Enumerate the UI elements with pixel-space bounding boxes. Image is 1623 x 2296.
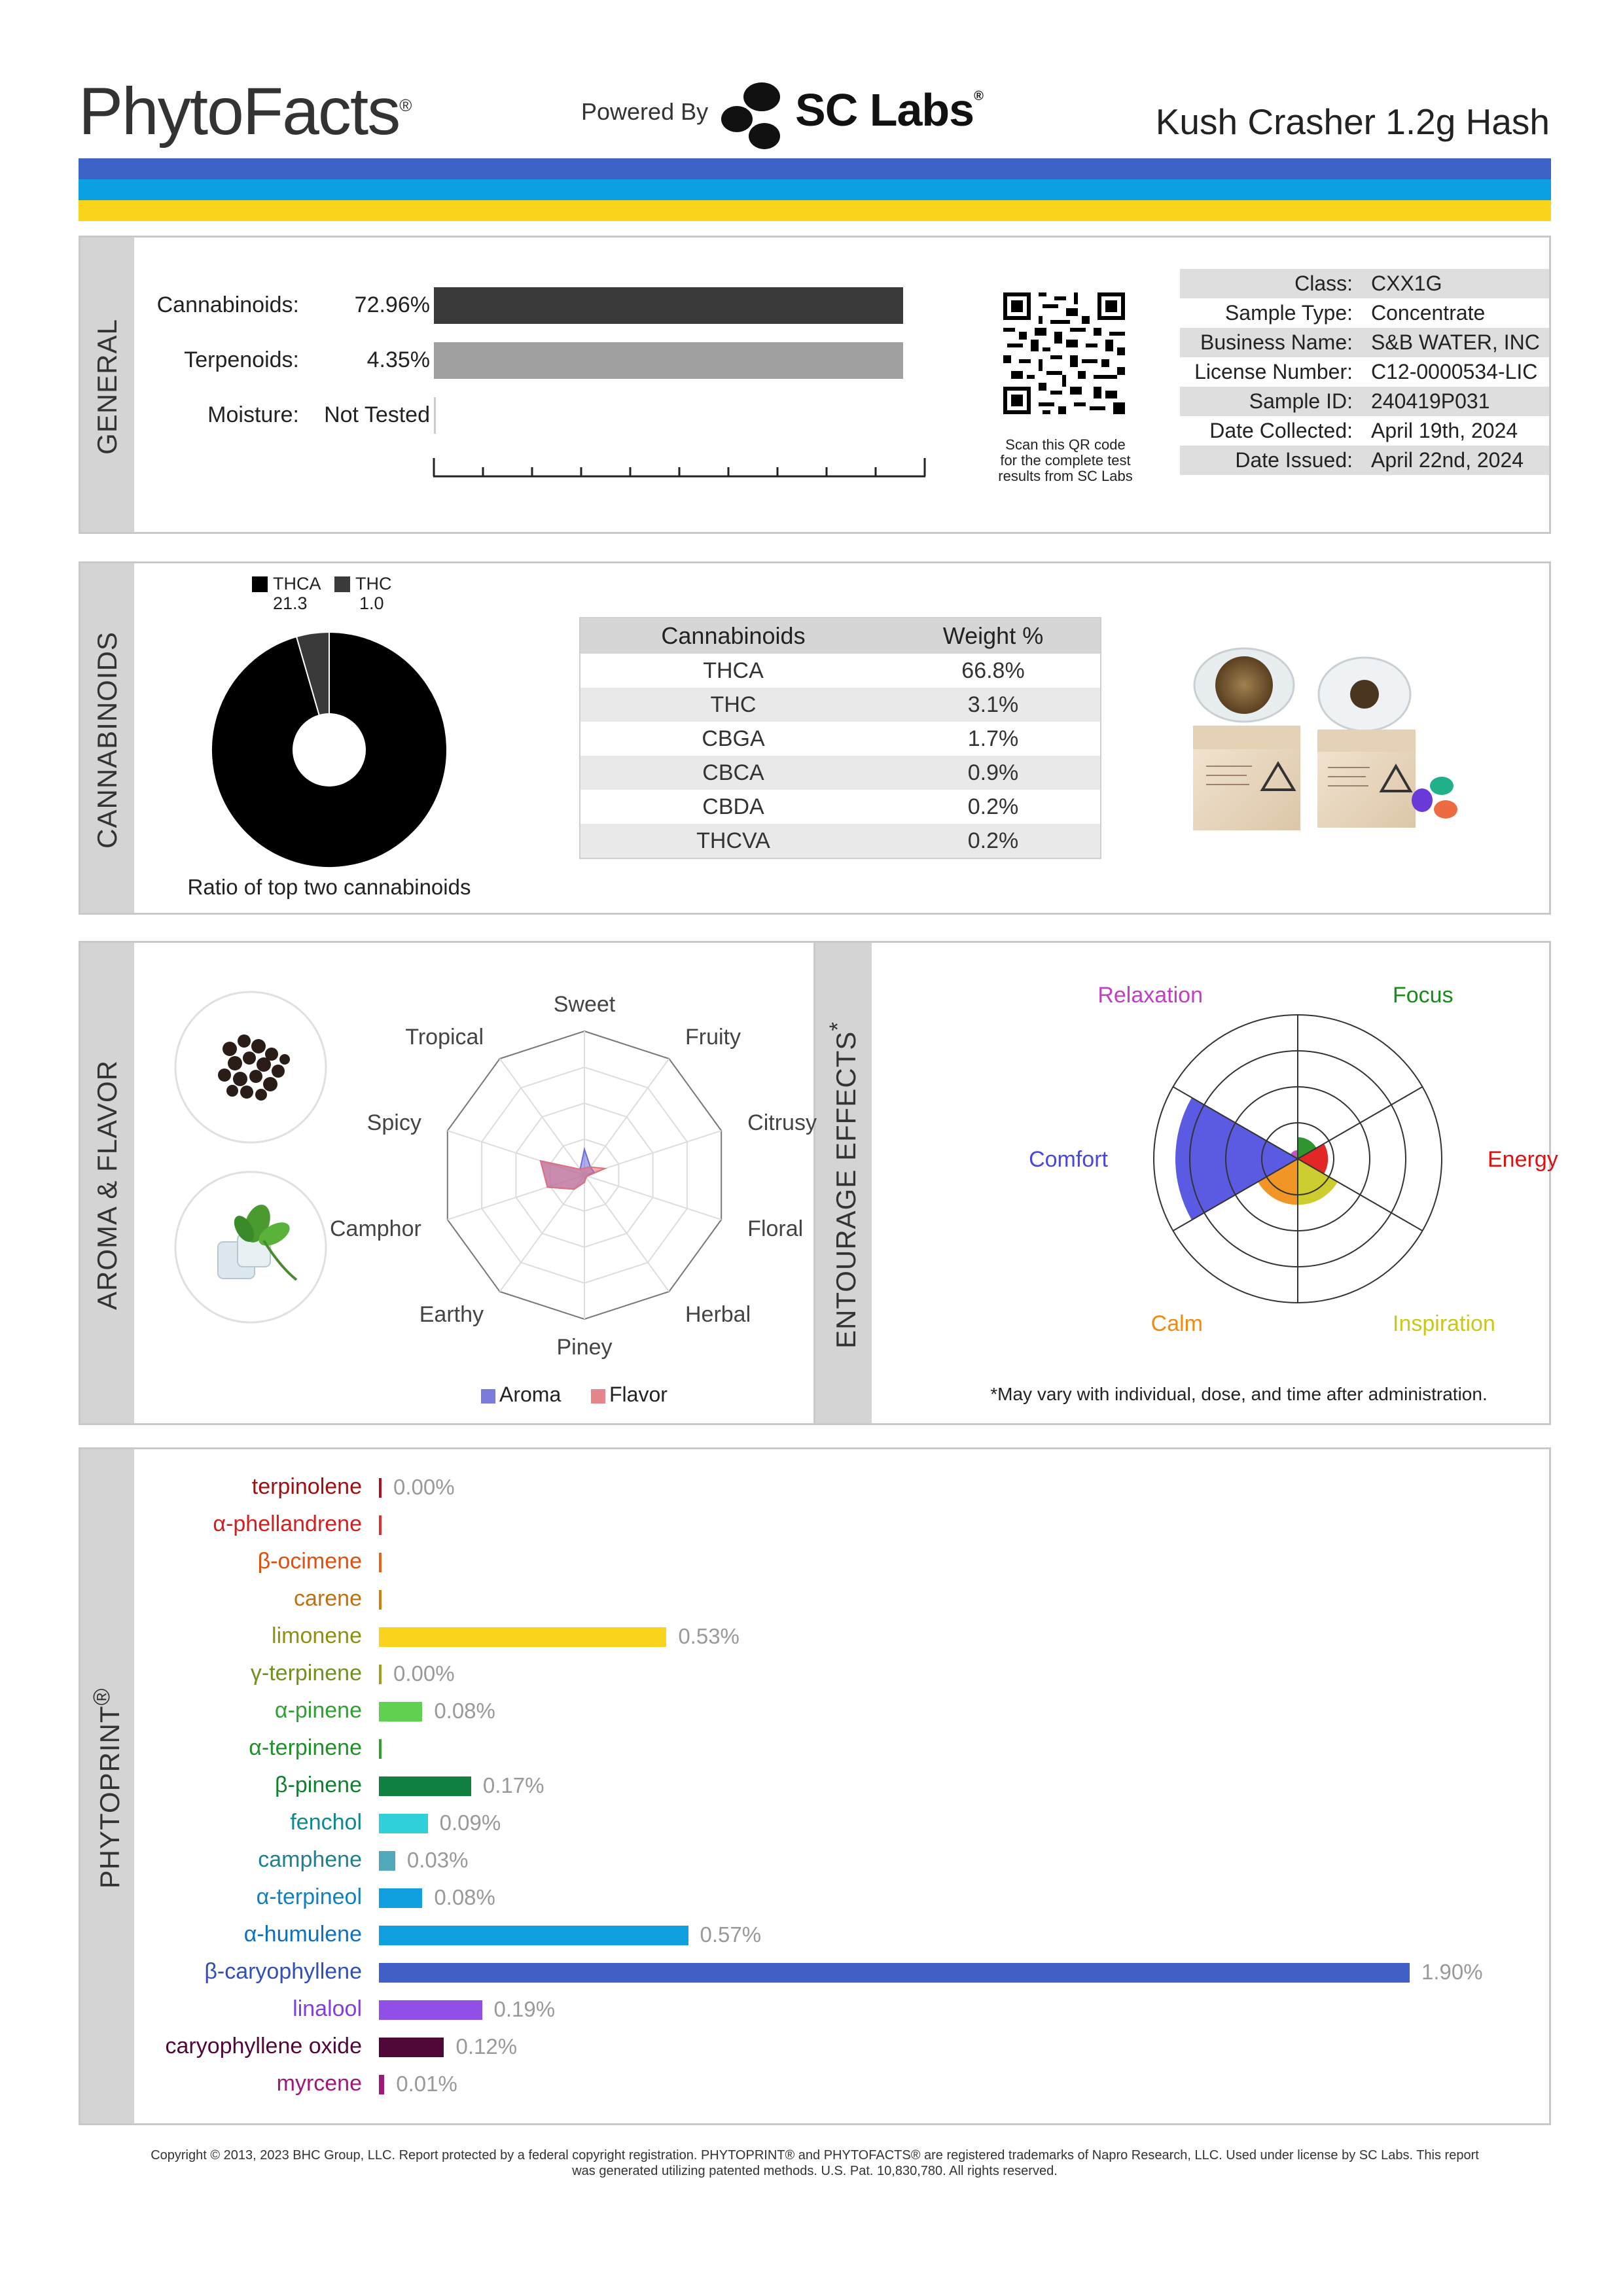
effects-note: *May vary with individual, dose, and time after administration. [990,1384,1488,1404]
effect-label-relaxation: Relaxation [1097,982,1203,1008]
terpene-label: carene [294,1586,362,1611]
legend-value-thc: 1.0 [359,593,384,613]
info-key: Sample ID: [1180,387,1362,416]
terpene-bar [379,1702,422,1722]
ratio-caption: Ratio of top two cannabinoids [187,875,471,899]
info-key: Class: [1180,269,1362,298]
cannabinoid-weight: 0.9% [886,756,1101,790]
terpene-value: 0.53% [678,1624,740,1648]
info-key: Business Name: [1180,328,1362,357]
aroma-flavor-radar [329,969,817,1368]
radar-axis-label: Sweet [553,992,616,1017]
terpene-value: 0.09% [439,1810,501,1835]
legend-label-aroma: Aroma [499,1383,562,1406]
radar-axis-label: Camphor [329,1216,421,1241]
terpenoids-bar [434,342,903,379]
effect-label-energy: Energy [1488,1147,1558,1172]
effects-section-label: ENTOURAGE EFFECTS* [825,1021,861,1349]
radar-axis-label: Herbal [685,1301,751,1327]
terpene-label: fenchol [290,1810,362,1835]
legend-swatch-thca [252,576,268,592]
terpene-bar [379,2038,444,2057]
effect-label-focus: Focus [1393,982,1454,1008]
entourage-effects-chart [931,982,1558,1349]
terpene-value: 0.08% [434,1699,495,1723]
sc-labs-logo-icon [719,80,791,152]
info-value: 240419P031 [1362,387,1549,416]
cannabinoids-value: 72.96% [354,292,430,317]
terpene-bar [379,1627,666,1647]
legend-swatch-flavor [591,1389,605,1404]
terpene-label: terpinolene [251,1474,362,1499]
moisture-label: Moisture: [207,402,299,427]
info-value: S&B WATER, INC [1362,328,1549,357]
sc-labs-wordmark: SC Labs® [795,84,983,135]
qr-caption: Scan this QR code for the complete test results from SC Labs [998,436,1133,484]
terpene-label: β-pinene [275,1773,362,1797]
terpene-bar [379,1963,1410,1983]
phytoprint-section-label: PHYTOPRINT® [89,1687,125,1889]
terpene-bar [379,1478,382,1498]
terpene-value: 0.57% [700,1922,762,1947]
stripe-blue [79,158,1551,179]
radar-axis-label: Spicy [366,1110,421,1136]
cannabinoid-weight: 1.7% [967,726,1019,751]
cannabinoid-name: THCA [703,658,764,683]
terpene-value: 0.19% [493,1997,556,2021]
terpene-label: myrcene [276,2071,362,2096]
terpene-value: 0.17% [482,1773,544,1797]
moisture-bar [434,397,436,434]
cannabinoids-bar [434,287,903,324]
general-panel [79,236,1551,534]
effect-spoke [1298,1087,1423,1159]
legend-swatch-thc [334,576,350,592]
qr-code-icon [999,289,1129,418]
terpene-bar [379,1851,395,1871]
radar-axis-label: Piney [556,1335,613,1360]
scale-axis [431,457,928,480]
terpenoids-value: 4.35% [366,347,430,372]
legend-label-thc: THC [355,574,392,593]
terpene-value: 0.00% [393,1475,455,1499]
terpene-bar [379,1888,422,1908]
info-key: Date Issued: [1180,446,1362,475]
terpene-label: β-ocimene [257,1549,362,1574]
radar-spoke [584,1175,669,1292]
general-section-label: GENERAL [92,319,122,455]
product-name: Kush Crasher 1.2g Hash [1155,101,1550,142]
cannabinoids-label: Cannabinoids: [156,292,299,317]
info-key: License Number: [1194,360,1353,383]
terpene-value: 0.08% [434,1885,495,1909]
cannabinoid-weight: 66.8% [961,658,1025,683]
sample-info-table [1180,269,1549,475]
terpene-label: limonene [272,1623,362,1648]
legend-value-thca: 21.3 [273,593,308,613]
terpene-label: camphene [258,1847,362,1872]
radar-spoke [584,1059,669,1175]
info-value: April 19th, 2024 [1371,419,1518,442]
brand-title: PhytoFacts® [79,74,411,149]
radar-spoke [500,1059,584,1175]
camphor-mint-icon [172,1169,329,1326]
terpene-label: α-terpinene [249,1735,362,1760]
cannabinoid-donut-chart [205,626,454,874]
cannabinoid-name: THC [580,688,886,722]
terpene-bar [379,1515,382,1535]
moisture-value: Not Tested [324,402,430,427]
radar-series-flavor [541,1161,605,1189]
terpene-label: caryophyllene oxide [165,2034,362,2058]
terpene-label: α-humulene [243,1922,362,1947]
terpene-label: α-phellandrene [213,1511,362,1536]
radar-axis-label: Earthy [419,1301,484,1327]
cannabinoid-weight: 0.2% [967,794,1019,819]
terpene-bar [379,1739,382,1759]
copyright-footer: Copyright © 2013, 2023 BHC Group, LLC. Report protected by a federal copyright registration. PHYTOPRINT® and PHYTOFACTS® are registered trademarks of Napro Research, LLC. Used under license by SC Labs. This report was generated utilizing patented methods. U.S. Pat. 10,830,780. All rights reserved. [151,2148,1479,2178]
radar-axis-label: Tropical [405,1025,484,1050]
effect-wedge-comfort [1175,1098,1298,1220]
aroma-effects-panel [79,941,1558,1425]
stripe-cyan [79,179,1551,200]
terpene-bar [379,2000,482,2020]
terpene-bar [379,1776,471,1796]
terpene-label: γ-terpinene [250,1661,362,1686]
info-value: CXX1G [1362,269,1549,298]
info-key: Date Collected: [1209,419,1353,442]
cannabinoid-weight: 3.1% [886,688,1101,722]
terpene-label: α-pinene [274,1698,362,1723]
terpene-bar [379,1590,382,1610]
effect-label-calm: Calm [1150,1311,1203,1337]
info-value: April 22nd, 2024 [1362,446,1549,475]
info-value: Concentrate [1371,301,1486,325]
cannabinoid-weight: 0.2% [886,824,1101,858]
terpene-bar [379,2075,384,2094]
cannabinoids-panel [79,561,1551,915]
terpene-label: linalool [293,1996,362,2021]
radar-axis-label: Fruity [685,1025,741,1050]
terpenoids-label: Terpenoids: [184,347,299,372]
terpene-value: 1.90% [1421,1960,1483,1984]
cannabinoid-name: CBDA [702,794,764,819]
cannabinoid-name: CBGA [702,726,765,751]
terpene-value: 0.01% [396,2072,457,2096]
terpene-label: β-caryophyllene [204,1959,362,1984]
radar-spoke [500,1175,584,1292]
product-photo [1160,642,1481,851]
col-header-weight: Weight % [886,618,1101,654]
effect-label-comfort: Comfort [1029,1147,1108,1172]
black-peppercorn-icon [172,989,329,1146]
cannabinoid-name: CBCA [580,756,886,790]
terpene-bar [379,1926,688,1945]
info-value: C12-0000534-LIC [1371,360,1538,383]
radar-axis-label: Citrusy [747,1110,817,1136]
phytoprint-panel [79,1447,1551,2125]
terpene-bar [379,1665,382,1684]
terpene-label: α-terpineol [256,1884,362,1909]
cannabinoid-table [579,617,1101,859]
powered-by-label: Powered By [581,98,709,125]
stripe-yellow [79,200,1551,221]
terpene-bar [379,1814,428,1833]
cannabinoids-section-label: CANNABINOIDS [92,631,122,849]
col-header-cannabinoids: Cannabinoids [580,618,886,654]
terpene-value: 0.12% [455,2034,518,2058]
radar-axis-label: Floral [747,1216,804,1241]
terpene-value: 0.00% [393,1661,455,1686]
legend-label-flavor: Flavor [609,1383,668,1406]
effect-label-inspiration: Inspiration [1393,1311,1495,1337]
legend-swatch-aroma [481,1389,495,1404]
terpene-bar [379,1553,382,1572]
terpene-value: 0.03% [406,1848,469,1872]
legend-label-thca: THCA [273,574,321,593]
aroma-section-label: AROMA & FLAVOR [92,1060,122,1310]
cannabinoid-name: THCVA [580,824,886,858]
info-key: Sample Type: [1224,301,1353,325]
